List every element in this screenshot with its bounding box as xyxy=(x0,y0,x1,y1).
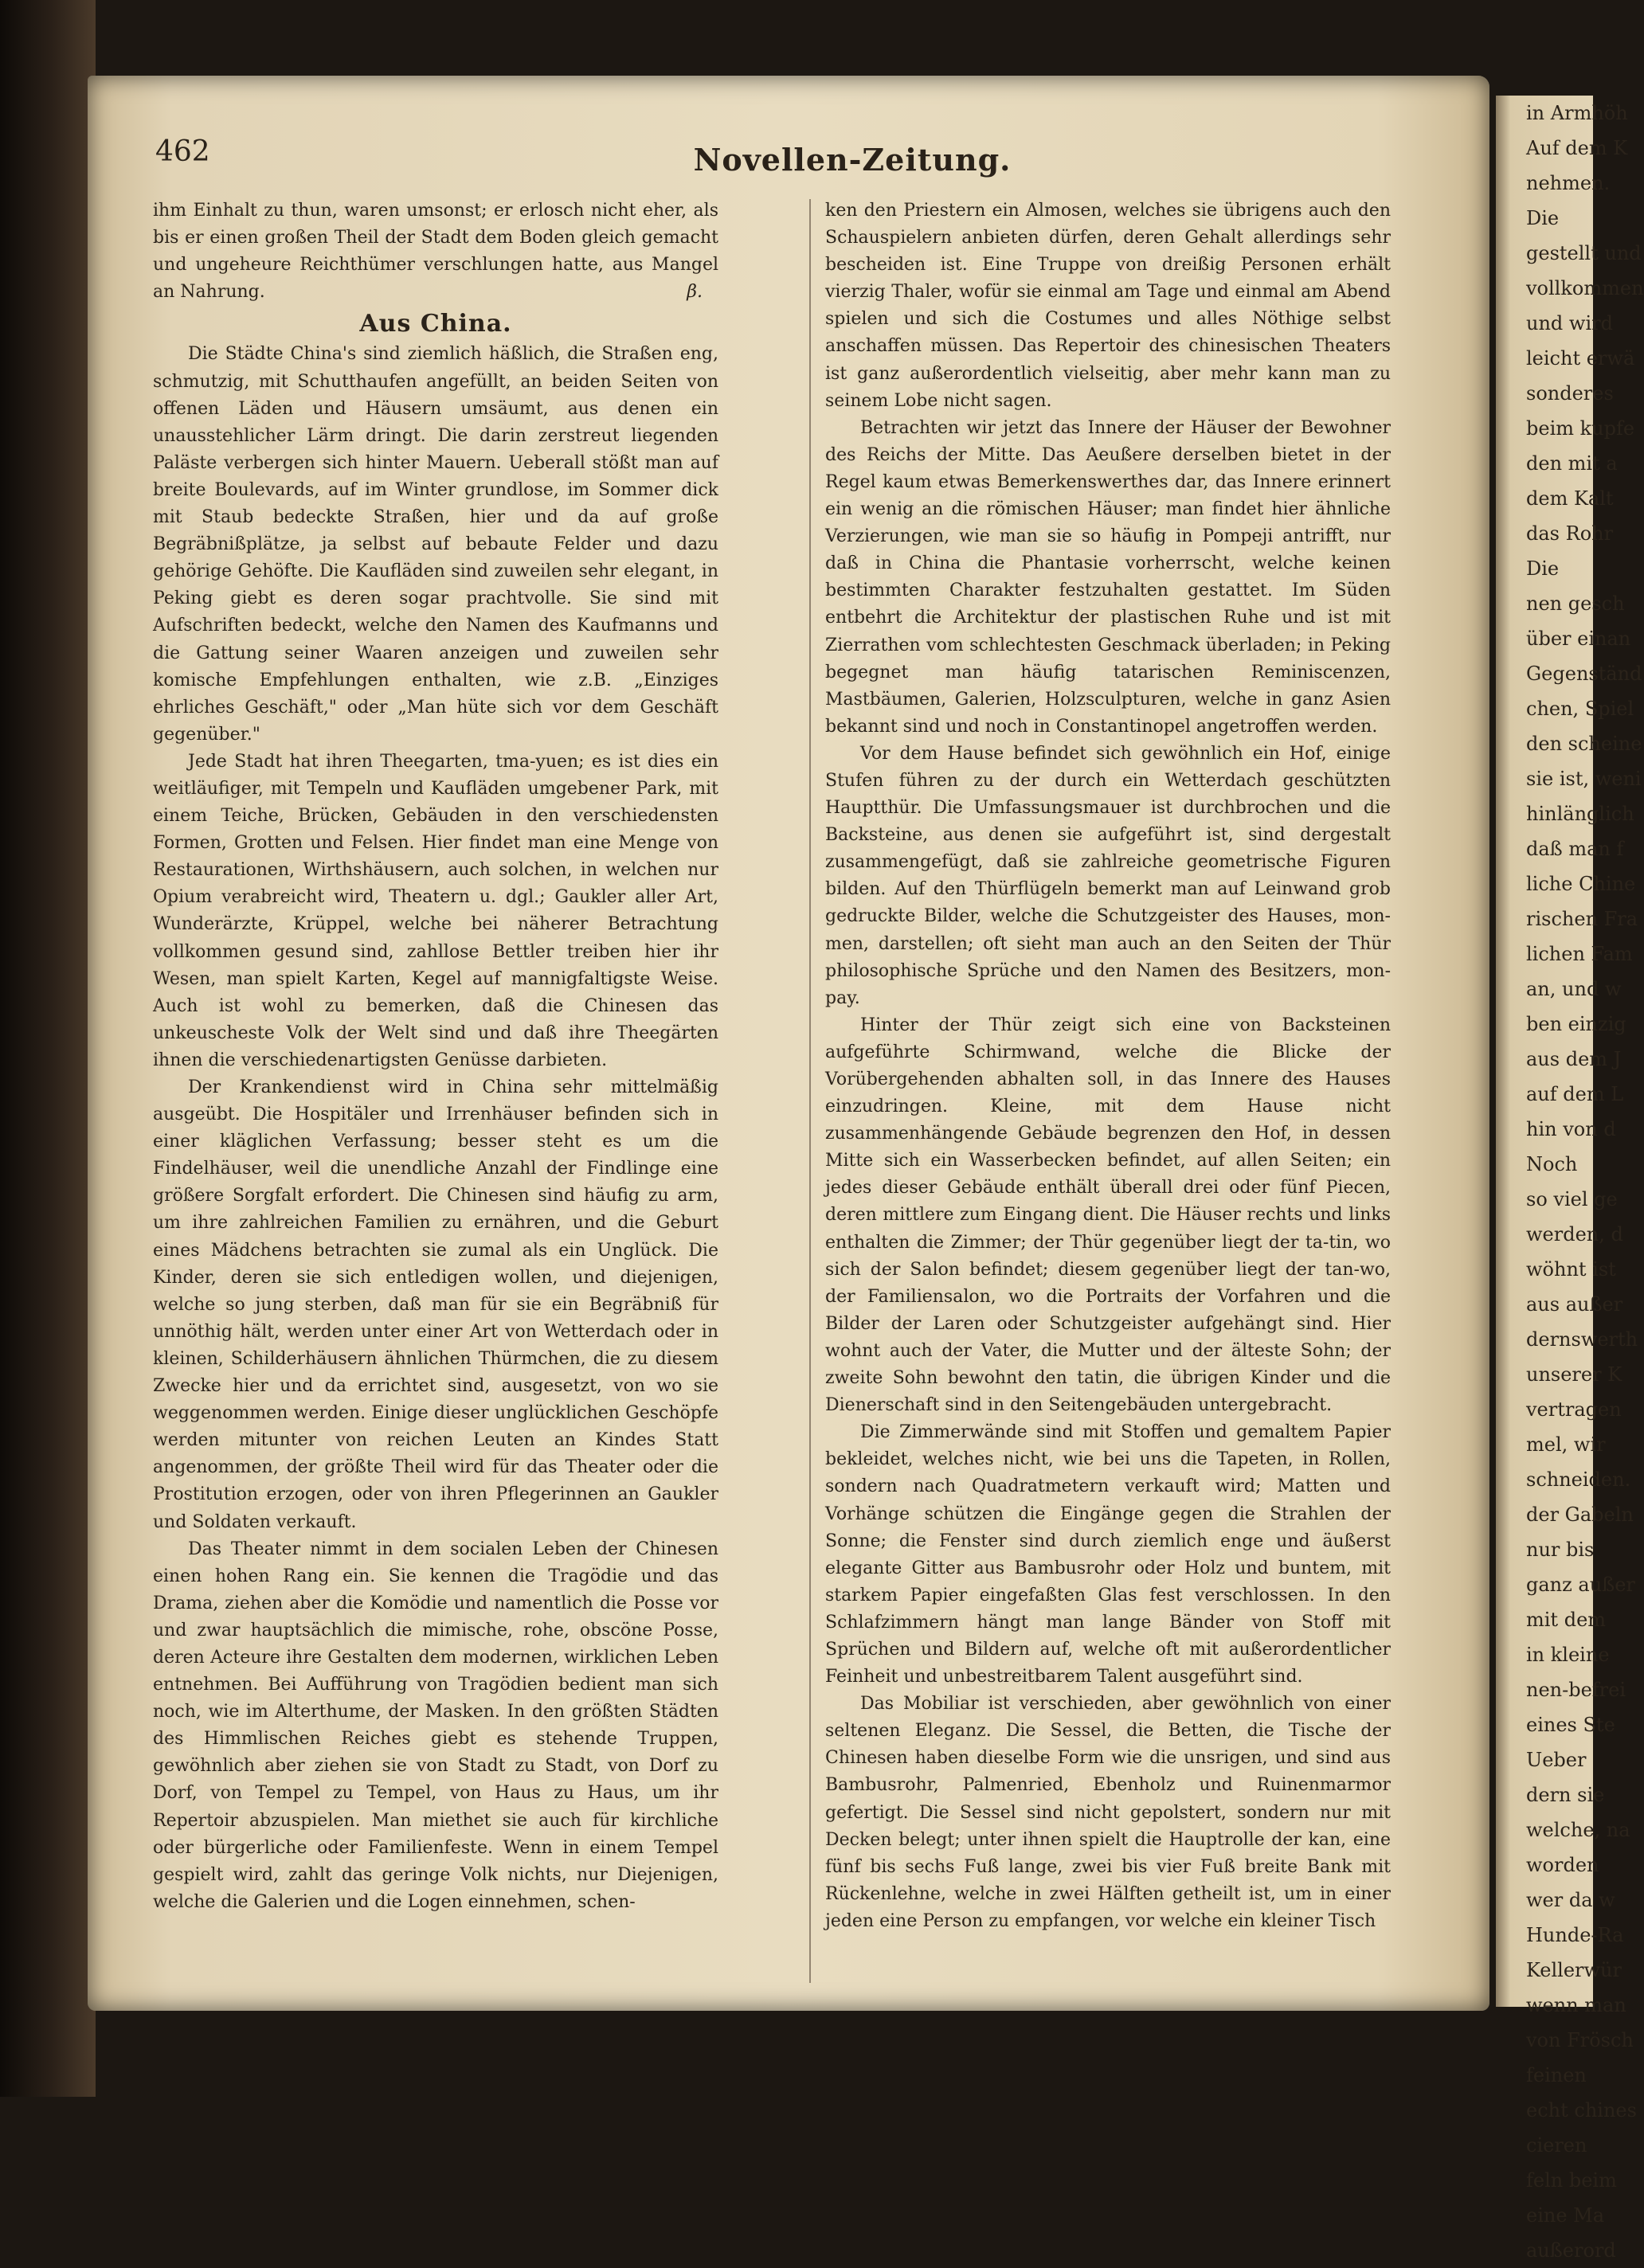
adjacent-page-text-fragment: vertragen xyxy=(1526,1398,1622,1421)
paragraph: Der Krankendienst wird in China sehr mittelmäßig ausgeübt. Die Hospitäler und Irrenhäuser befinden sich in einer kläglichen Verfassung; besser steht es um die Findelhäuser, weil die unendliche Anzahl der Findlinge eine größere Sorgfalt erfordert. Die Chinesen sind häufig zu arm, um ihre zahlreichen Familien zu ernähren, und die Geburt eines Mädchens betrachten sie zumal als ein Unglück. Die Kinder, deren sie sich entledigen wollen, und diejenigen, welche so jung sterben, daß man für sie ein Begräbniß für unnöthig hält, werden unter einer Art von Wetterdach oder in kleinen, Schilderhäusern ähnlichen Thürmchen, die zu diesem Zwecke hier und da errichtet sind, ausgesetzt, von wo sie weggenommen werden. Einige dieser unglücklichen Geschöpfe werden mitunter von reichen Leuten an Kindes Statt angenommen, der größte Theil wird für das Theater oder die Prostitution erzogen, oder von ihren Pflegerinnen an Gaukler und Soldaten verkauft. xyxy=(153,1077,718,1532)
adjacent-page-text-fragment: über einan xyxy=(1526,628,1631,650)
adjacent-page-text-fragment: worden xyxy=(1526,1854,1599,1876)
paragraph: Vor dem Hause befindet sich gewöhnlich ein Hof, einige Stufen führen zu der durch ein Wetterdach geschützten Hauptthür. Die Umfassungsmauer ist durchbrochen und die Backsteine, aus denen sie aufgeführt ist, sind dergestalt zusammengefügt, daß sie zahlreiche geometrische Figuren bilden. Auf den Thürflügeln bemerkt man auf Leinwand grob gedruckte Bilder, welche die Schutzgeister des Hauses, mon-men, darstellen; oft sieht man auch an den Seiten der Thür philosophische Sprüche und den Namen des Besitzers, mon-pay. xyxy=(825,743,1391,1008)
adjacent-page-text-fragment: wer da w xyxy=(1526,1889,1615,1911)
adjacent-page-text-fragment: mel, wir xyxy=(1526,1433,1606,1456)
adjacent-page-text-fragment: Ueber xyxy=(1526,1749,1587,1771)
adjacent-page-text-fragment: nur bis xyxy=(1526,1539,1595,1561)
adjacent-page-text-fragment: gestellt und xyxy=(1526,242,1642,264)
adjacent-page-text-fragment: echt chines xyxy=(1526,2099,1637,2121)
paragraph: Das Theater nimmt in dem socialen Leben der Chinesen einen hohen Rang ein. Sie kennen die Tragödie und das Drama, ziehen aber die Komödie und namentlich die Posse vor und zwar hauptsächlich die mimische, rohe, obscöne Posse, deren Acteure ihre Gestalten dem modernen, wirklichen Leben entnehmen. Bei Aufführung von Tragödien bedient man sich noch, wie im Alterthume, der Masken. In den größten Städten des Himmlischen Reiches giebt es stehende Truppen, gewöhnlich aber ziehen sie von Stadt zu Stadt, von Dorf zu Dorf, von Tempel zu Tempel, von Haus zu Haus, um ihr Repertoir abzuspielen. Man miethet sie auch für kirchliche oder bürgerliche oder Familienfeste. Wenn in einem Tempel gespielt wird, zahlt das geringe Volk nichts, nur Diejenigen, welche die Galerien und die Logen einnehmen, schen- xyxy=(153,1539,718,1912)
adjacent-page-text-fragment: daß man f xyxy=(1526,838,1624,860)
adjacent-page-text-fragment: liche Chine xyxy=(1526,873,1636,895)
adjacent-page-text-fragment: Gegenständ xyxy=(1526,663,1642,685)
adjacent-page-text-fragment: leicht erwä xyxy=(1526,347,1635,370)
adjacent-page-text-fragment: an, und w xyxy=(1526,978,1622,1000)
adjacent-page-text-fragment: aus außer xyxy=(1526,1293,1623,1316)
adjacent-page-text-fragment: dern sie xyxy=(1526,1784,1605,1806)
adjacent-page-text-fragment: sonderes xyxy=(1526,382,1614,405)
adjacent-page-text-fragment: sie ist, weni xyxy=(1526,768,1642,790)
adjacent-page-text-fragment: nen gesch xyxy=(1526,592,1625,615)
adjacent-page-text-fragment: feln beim xyxy=(1526,2169,1617,2192)
adjacent-page-text-fragment: den mit a xyxy=(1526,452,1618,475)
adjacent-page-text-fragment: mit dem xyxy=(1526,1609,1607,1631)
adjacent-page-text-fragment: außerord xyxy=(1526,2239,1616,2262)
adjacent-page-text-fragment: eine Ma xyxy=(1526,2204,1605,2227)
paragraph: Jede Stadt hat ihren Theegarten, tma-yuen; es ist dies ein weitläufiger, mit Tempeln und Kaufläden umgebener Park, mit einem Teiche, Brücken, Gebäuden in den verschiedensten Formen, Grotten und Felsen. Hier findet man eine Menge von Restaurationen, Wirthshäusern, auch solchen, in welchen nur Opium verabreicht wird, Theatern u. dgl.; Gaukler aller Art, Wunderärzte, Krüppel, welche bei näherer Betrachtung vollkommen gesund sind, zahllose Bettler treiben hier ihr Wesen, man spielt Karten, Kegel auf mannigfaltigste Weise. Auch ist wohl zu bemerken, daß die Chinesen das unkeuscheste Volk der Welt sind und daß ihre Theegärten ihnen die verschiedenartigsten Genüsse darbieten. xyxy=(153,751,718,1070)
adjacent-page-text-fragment: unserer K xyxy=(1526,1363,1622,1386)
author-signature: β. xyxy=(687,282,703,303)
adjacent-page-text-fragment: hinlänglich xyxy=(1526,803,1634,825)
adjacent-page-text-fragment: feinen xyxy=(1526,2064,1587,2086)
adjacent-page-text-fragment: eines Ste xyxy=(1526,1714,1615,1736)
adjacent-page-text-fragment: Die xyxy=(1526,207,1560,229)
paragraph: Betrachten wir jetzt das Innere der Häuser der Bewohner des Reichs der Mitte. Das Aeußere derselben bietet in der Regel kaum etwas Bemerkenswerthes dar, das Innere erinnert ein wenig an die römischen Häuser; man findet hier ähnliche Verzierungen, wie man sie so häufig in Pompeji antrifft, nur daß in China die Phantasie vorherrscht, welche keinen bestimmten Charakter festzuhalten gestattet. Im Süden entbehrt die Architektur der plastischen Ruhe und ist mit Zierrathen vom schlechtesten Geschmack überladen; in Peking begegnet man häufig tatarischen Reminiscenzen, Mastbäumen, Galerien, Holzsculpturen, welche in ganz Asien bekannt sind und noch in Constantinopel angetroffen werden. xyxy=(825,417,1391,737)
right-column xyxy=(825,197,1391,1935)
adjacent-page-text-fragment: in kleine xyxy=(1526,1644,1610,1666)
adjacent-page-text-fragment: Die xyxy=(1526,557,1560,580)
adjacent-page-text-fragment: das Rohr xyxy=(1526,522,1614,545)
adjacent-page-text-fragment: Auf dem K xyxy=(1526,137,1628,159)
continuation-paragraph: ken den Priestern ein Almosen, welches sie übrigens auch den Schauspielern anbieten dürfen, deren Gehalt allerdings sehr bescheiden ist. Eine Truppe von dreißig Personen erhält vierzig Thaler, wofür sie einmal am Tage und einmal am Abend spielen und sich die Costumes und alles Nöthige selbst anschaffen müssen. Das Repertoir des chinesischen Theaters ist ganz außerordentlich vielseitig, aber mehr kann man zu seinem Lobe nicht sagen. xyxy=(825,201,1391,411)
adjacent-page-text-fragment: der Gabeln xyxy=(1526,1504,1634,1526)
section-title: Aus China. xyxy=(359,310,512,338)
left-column xyxy=(153,197,718,1916)
adjacent-page-edge xyxy=(1496,96,1644,2262)
adjacent-page-text-fragment: von Frösch xyxy=(1526,2029,1634,2051)
paragraph: Die Zimmerwände sind mit Stoffen und gemaltem Papier bekleidet, welches nicht, wie bei uns die Tapeten, in Rollen, sondern nach Quadratmetern verkauft wird; Matten und Vorhänge schützen die Eingänge gegen die Strahlen der Sonne; die Fenster sind durch ziemlich enge und äußerst elegante Gitter aus Bambusrohr oder Holz und buntem, mit starkem Papier eingefaßten Glas fest verschlossen. In den Schlafzimmern hängt man lange Bänder von Stoff mit Sprüchen und Bildern auf, welche oft mit außerordentlicher Feinheit und unbestreitbarem Talent ausgeführt sind. xyxy=(825,1422,1391,1687)
adjacent-page-text-fragment: in Armhöh xyxy=(1526,102,1628,124)
adjacent-page-text-fragment: beim kupfe xyxy=(1526,417,1635,440)
adjacent-page-text-fragment: dernswerth xyxy=(1526,1328,1638,1351)
adjacent-page-text-fragment: welche, na xyxy=(1526,1819,1630,1841)
adjacent-page-text-fragment: chen, Spiel xyxy=(1526,698,1634,720)
adjacent-page-text-fragment: rischen Fra xyxy=(1526,908,1638,930)
adjacent-page-text-fragment: auf dem L xyxy=(1526,1083,1624,1105)
page-number: 462 xyxy=(155,135,210,168)
adjacent-page-text-fragment: Kellerwür xyxy=(1526,1959,1622,1981)
adjacent-page-text-fragment: nen-befrei xyxy=(1526,1679,1626,1701)
adjacent-page-text-fragment: dem Kalt xyxy=(1526,487,1614,510)
adjacent-page-text-fragment: aus dem J xyxy=(1526,1048,1622,1070)
adjacent-page-text-fragment: nehmen. xyxy=(1526,172,1611,194)
paragraph: Hinter der Thür zeigt sich eine von Backsteinen aufgeführte Schirmwand, welche die Blicke der Vorübergehenden abhalten soll, in das Innere des Hauses einzudringen. Kleine, mit dem Hause nicht zusammenhängende Gebäude begrenzen den Hof, in dessen Mitte sich ein Wasserbecken befindet, auf allen Seiten; ein jedes dieser Gebäude enthält überall drei oder fünf Piecen, deren mittlere zum Eingang dient. Die Häuser rechts und links enthalten die Zimmer; der Thür gegenüber liegt der ta-tin, wo sich der Salon befindet; diesem gegenüber liegt der tan-wo, der Familiensalon, wo die Portraits der Vorfahren und die Bilder der Laren oder Schutzgeister aufgehängt sind. Hier wohnt auch der Vater, die Mutter und der älteste Sohn; der zweite Sohn bewohnt den tatin, die übrigen Kinder und die Dienerschaft sind in den Seitengebäuden untergebracht. xyxy=(825,1015,1391,1416)
adjacent-page-text-fragment: Noch xyxy=(1526,1153,1578,1175)
adjacent-page-text-fragment: ganz außer xyxy=(1526,1574,1635,1596)
adjacent-page-text-fragment: und wird xyxy=(1526,312,1613,334)
adjacent-page-text-fragment: lichen Fam xyxy=(1526,943,1633,965)
adjacent-page-text-fragment: Hunde-Ra xyxy=(1526,1924,1624,1946)
book-binding xyxy=(0,0,96,2097)
adjacent-page-text-fragment: vollkommen xyxy=(1526,277,1644,299)
adjacent-page-text-fragment: wenn man xyxy=(1526,1994,1626,2016)
intro-paragraph: ihm Einhalt zu thun, waren umsonst; er erlosch nicht eher, als bis er einen großen Theil der Stadt dem Boden gleich gemacht und ungeheure Reichthümer verschlungen hatte, aus Mangel an Nahrung. β. xyxy=(153,197,718,306)
adjacent-page-text-fragment: den scheine xyxy=(1526,733,1642,755)
adjacent-page-text-fragment: wöhnt ist xyxy=(1526,1258,1616,1281)
adjacent-page-text-fragment: werden, d xyxy=(1526,1223,1623,1245)
column-divider xyxy=(809,199,811,1983)
adjacent-page-text-fragment: hin von d xyxy=(1526,1118,1616,1140)
adjacent-page-text-fragment: so viel ge xyxy=(1526,1188,1618,1210)
adjacent-page-text-fragment: schneiden. xyxy=(1526,1468,1631,1491)
adjacent-page-text-fragment: cieren xyxy=(1526,2134,1587,2157)
running-title: Novellen-Zeitung. xyxy=(693,142,1012,178)
paragraph: Die Städte China's sind ziemlich häßlich, die Straßen eng, schmutzig, mit Schutthaufen angefüllt, an beiden Seiten von offenen Läden und Häusern umsäumt, aus denen ein unausstehlicher Lärm dringt. Die darin zerstreut liegenden Paläste verbergen sich hinter Mauern. Ueberall stößt man auf breite Boulevards, auf im Winter grundlose, im Sommer dick mit Staub bedeckte Straßen, hier und da auf große Begräbnißplätze, ja selbst auf bebaute Felder und dazu gehörige Gehöfte. Die Kaufläden sind zuweilen sehr elegant, in Peking giebt es deren sogar prachtvolle. Sie sind mit Aufschriften bedeckt, welche den Namen des Kaufmanns und die Gattung seiner Waaren anzeigen und zuweilen sehr komische Empfehlungen enthalten, wie z.B. „Einziges ehrliches Geschäft," oder „Man hüte sich vor dem Geschäft gegenüber." xyxy=(153,344,718,745)
paragraph: Das Mobiliar ist verschieden, aber gewöhnlich von einer seltenen Eleganz. Die Sessel, die Betten, die Tische der Chinesen haben dieselbe Form wie die unsrigen, und sind aus Bambusrohr, Palmenried, Ebenholz und Ruinenmarmor gefertigt. Die Sessel sind nicht gepolstert, sondern nur mit Decken belegt; unter ihnen spielt die Hauptrolle der kan, eine fünf bis sechs Fuß lange, zwei bis vier Fuß breite Bank mit Rückenlehne, welche in zwei Hälften getheilt ist, um in einer jeden eine Person zu empfangen, vor welche ein kleiner Tisch xyxy=(825,1694,1391,1931)
adjacent-page-text-fragment: ben einzig xyxy=(1526,1013,1626,1035)
